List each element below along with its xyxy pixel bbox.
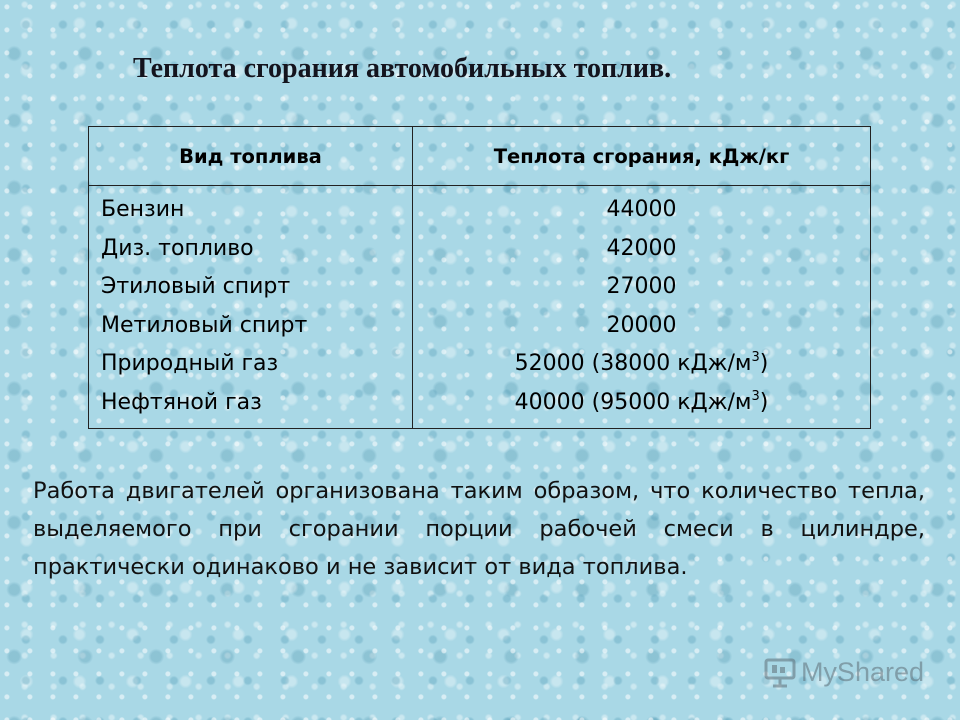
heat-value-number: 27000 xyxy=(606,274,677,299)
heat-value-number: 20000 xyxy=(606,312,677,338)
heat-values-cell xyxy=(413,186,871,429)
fuel-name: Диз. топливо xyxy=(101,235,254,261)
volumetric-unit: кДж/м xyxy=(677,389,752,415)
volumetric-unit: кДж/м xyxy=(677,351,752,376)
heat-value xyxy=(413,307,870,346)
heat-value xyxy=(413,191,870,230)
fuel-name: Нефтяной газ xyxy=(101,389,262,415)
header-heat-value: Теплота сгорания, кДж/кг xyxy=(413,127,871,186)
heat-value-number: 44000 xyxy=(606,197,677,222)
heat-value xyxy=(413,268,870,307)
watermark-text: MyShared xyxy=(800,656,924,687)
closing-paren: ) xyxy=(759,389,769,415)
heat-value-number: 40000 xyxy=(514,389,585,415)
volumetric-value: (95000 xyxy=(584,389,678,415)
explanatory-paragraph: Работа двигателей организована таким образом, что количество тепла, выделяемого при сгорании порции рабочей смеси в цилиндре, практически одинаково и не зависит от вида топлива. xyxy=(33,478,925,580)
fuel-name: Природный газ xyxy=(101,351,279,376)
presentation-icon xyxy=(763,655,797,689)
table-body-row xyxy=(89,186,871,429)
unit-exponent: 3 xyxy=(751,350,760,365)
fuel-name: Этиловый спирт xyxy=(101,274,291,299)
closing-paren: ) xyxy=(759,351,769,376)
fuel-name: Бензин xyxy=(101,197,185,222)
heat-value xyxy=(413,230,870,269)
heat-value-number: 52000 xyxy=(514,351,585,376)
fuel-heat-table xyxy=(88,126,871,429)
table-header-row xyxy=(89,127,871,186)
header-fuel-type: Вид топлива xyxy=(89,127,413,186)
fuel-names-cell xyxy=(89,186,413,429)
heat-value xyxy=(413,384,870,423)
volumetric-value: (38000 xyxy=(584,351,678,376)
watermark xyxy=(763,650,924,694)
slide-title: Теплота сгорания автомобильных топлив. xyxy=(133,53,672,84)
fuel-name: Метиловый спирт xyxy=(101,312,308,338)
unit-exponent: 3 xyxy=(751,388,760,404)
heat-value-number: 42000 xyxy=(606,235,677,261)
heat-value xyxy=(413,345,870,384)
